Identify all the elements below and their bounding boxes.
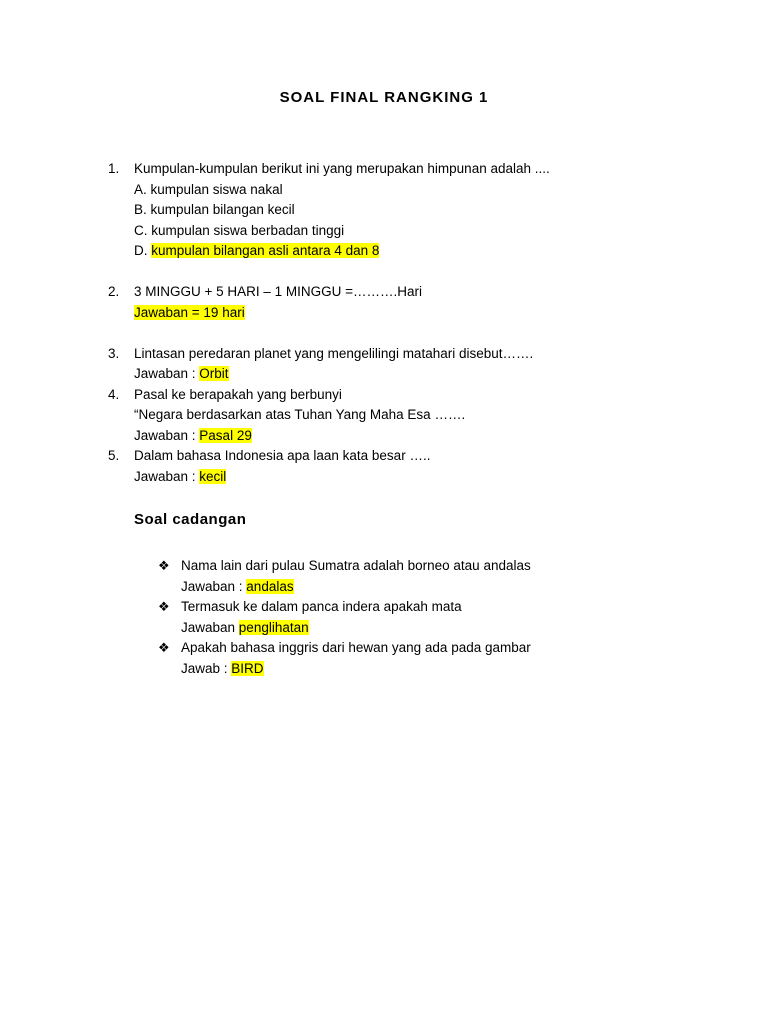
question-body [134,344,728,385]
diamond-bullet-icon: ❖ [158,599,170,614]
option-b: B. kumpulan bilangan kecil [134,202,295,217]
highlighted-answer: kumpulan bilangan asli antara 4 dan 8 [151,243,380,258]
question-body [134,385,728,447]
answer-prefix: Jawaban [181,619,239,635]
spacer [108,323,728,344]
question-text: Dalam bahasa Indonesia apa laan kata besar ….. [134,448,431,463]
reserve-item-body [181,556,718,597]
question-number: 5. [108,448,120,463]
highlighted-answer: andalas [246,578,294,594]
reserve-item-body [181,638,718,679]
answer-line [134,303,728,324]
answer-prefix: Jawaban : [134,468,200,484]
question-number: 2. [108,284,120,299]
highlighted-answer: penglihatan [238,619,309,635]
question-text: Kumpulan-kumpulan berikut ini yang merupakan himpunan adalah .... [134,161,550,176]
question-body [134,446,728,487]
reserve-question: Termasuk ke dalam panca indera apakah mata [181,599,462,614]
answer-prefix: D. [134,243,152,258]
question-text: Lintasan peredaran planet yang mengelilingi matahari disebut……. [134,345,534,361]
question-3 [108,344,728,385]
answer-prefix: Jawaban : [134,366,200,381]
question-1 [108,159,728,262]
option-a: A. kumpulan siswa nakal [134,181,283,197]
reserve-question: Nama lain dari pulau Sumatra adalah borneo atau andalas [181,558,531,573]
reserve-item-3 [158,638,718,679]
option-c: C. kumpulan siswa berbadan tinggi [134,222,345,238]
answer-prefix: Jawaban : [134,427,200,443]
answer-line [134,426,728,447]
question-number: 4. [108,386,120,402]
reserve-item-2 [158,597,718,638]
answer-prefix: Jawab : [181,660,232,676]
diamond-bullet-icon: ❖ [158,558,170,573]
question-body [134,282,728,323]
question-number: 1. [108,161,120,176]
highlighted-answer: Pasal 29 [199,427,252,443]
answer-line [181,659,718,680]
question-list [108,159,728,487]
reserve-section-title: Soal cadangan [134,511,247,528]
highlighted-answer: BIRD [231,660,264,676]
question-number: 3. [108,345,120,361]
answer-line [134,364,728,385]
question-4 [108,385,728,447]
highlighted-answer: Orbit [199,366,229,381]
question-5 [108,446,728,487]
question-body [134,159,728,262]
highlighted-answer: Jawaban = 19 hari [134,304,245,320]
highlighted-answer: kecil [199,468,227,484]
answer-line [134,467,728,488]
option-d [134,241,728,262]
question-2 [108,282,728,323]
reserve-item-body [181,597,718,638]
spacer [108,262,728,283]
answer-line [181,577,718,598]
reserve-question: Apakah bahasa inggris dari hewan yang ada pada gambar [181,640,531,655]
reserve-question-list [158,556,718,679]
answer-line [181,618,718,639]
reserve-item-1 [158,556,718,597]
answer-prefix: Jawaban : [181,578,247,594]
page-title: SOAL FINAL RANGKING 1 [279,89,489,106]
question-text: Pasal ke berapakah yang berbunyi [134,386,342,402]
question-quote: “Negara berdasarkan atas Tuhan Yang Maha Esa ……. [134,407,466,422]
diamond-bullet-icon: ❖ [158,640,170,655]
question-text: 3 MINGGU + 5 HARI – 1 MINGGU =……….Hari [134,284,423,299]
